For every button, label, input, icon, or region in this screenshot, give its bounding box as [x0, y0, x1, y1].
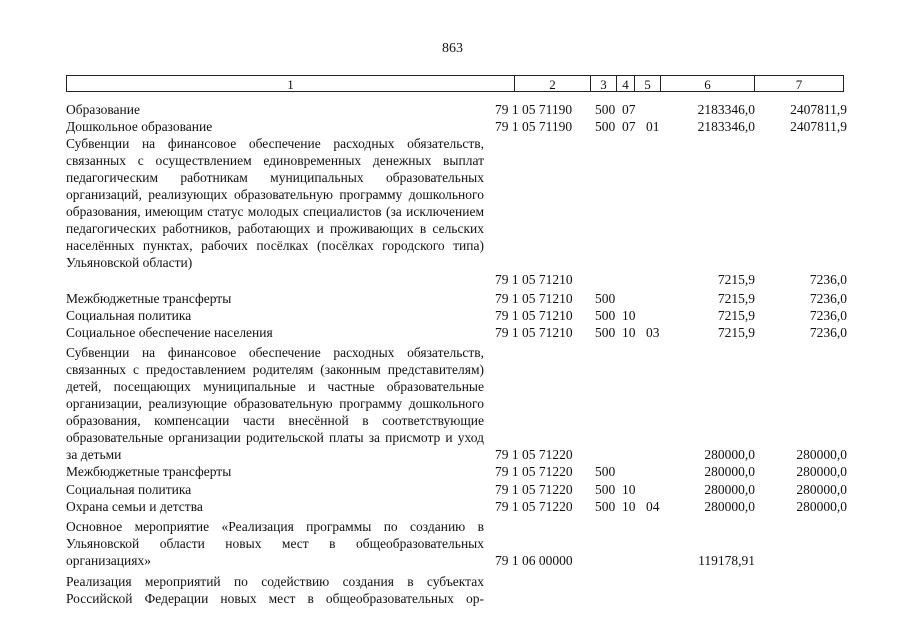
row-code: 79 1 05 71220 — [495, 464, 573, 479]
row-value-6: 7215,9 — [717, 325, 755, 340]
row-code: 79 1 05 71210 — [495, 291, 573, 306]
row-rz: 10 — [622, 482, 636, 497]
header-col-4: 4 — [616, 75, 634, 92]
row-name: Субвенции на финансовое обеспечение расходных обязательств, связанных с осуществлением единовременных денежных выплат педагогическим работникам муниципальных образовательных организаций, реализующих образовательную программу дошкольного образования, имеющим статус молодых специалистов (за исключением педагогических работников, работающих и проживающих в сельских населённых пунктах, рабочих посёлках (посёлках городского типа) Ульяновской области) — [66, 136, 484, 270]
row-rz: 07 — [622, 119, 636, 134]
row-vr: 500 — [595, 464, 616, 479]
row-code: 79 1 05 71210 — [495, 272, 573, 287]
row-name: Социальная политика — [66, 482, 192, 497]
header-col-7: 7 — [754, 75, 844, 92]
row-value-6: 2183346,0 — [697, 102, 755, 117]
row-value-6: 280000,0 — [704, 464, 755, 479]
row-value-6: 2183346,0 — [697, 119, 755, 134]
row-name: Образование — [66, 102, 140, 117]
row-name: Межбюджетные трансферты — [66, 464, 232, 479]
row-value-7: 7236,0 — [809, 272, 847, 287]
row-value-6: 280000,0 — [704, 482, 755, 497]
row-vr: 500 — [595, 499, 616, 514]
row-value-7: 280000,0 — [796, 499, 847, 514]
header-col-2: 2 — [514, 75, 590, 92]
row-vr: 500 — [595, 482, 616, 497]
header-col-1: 1 — [66, 75, 514, 92]
row-value-6: 7215,9 — [717, 272, 755, 287]
row-name: Реализация мероприятий по содействию создания в субъектах Российской Федерации новых мест в общеобразовательных ор- — [66, 574, 484, 606]
row-value-6: 119178,91 — [698, 553, 755, 568]
row-value-7: 280000,0 — [796, 447, 847, 462]
row-name: Субвенции на финансовое обеспечение расходных обязательств, связанных с предоставлением родителям (законным представителям) детей, посещающих муниципальные и частные образовательные организации, реализующие образовательную программу дошкольного образования, компенсации части внесённой в соответствующие образовательные организации родительской платы за присмотр и уход за детьми — [66, 345, 484, 462]
row-name: Основное мероприятие «Реализация программы по созданию в Ульяновской области новых мест в общеобразовательных организациях» — [66, 519, 484, 568]
row-prz: 01 — [646, 119, 660, 134]
row-value-7: 2407811,9 — [790, 119, 847, 134]
row-value-7: 7236,0 — [809, 308, 847, 323]
row-vr: 500 — [595, 325, 616, 340]
row-rz: 10 — [622, 308, 636, 323]
row-value-6: 7215,9 — [717, 291, 755, 306]
row-code: 79 1 05 71190 — [495, 119, 573, 134]
header-col-5: 5 — [634, 75, 660, 92]
row-value-6: 7215,9 — [717, 308, 755, 323]
row-prz: 04 — [646, 499, 660, 514]
row-code: 79 1 05 71190 — [495, 102, 573, 117]
row-code: 79 1 05 71210 — [495, 325, 573, 340]
row-value-7: 2407811,9 — [790, 102, 847, 117]
row-vr: 500 — [595, 102, 616, 117]
row-value-7: 280000,0 — [796, 482, 847, 497]
header-col-6: 6 — [660, 75, 754, 92]
row-value-6: 280000,0 — [704, 499, 755, 514]
row-rz: 10 — [622, 325, 636, 340]
row-name: Межбюджетные трансферты — [66, 291, 232, 306]
row-prz: 03 — [646, 325, 660, 340]
row-name: Охрана семьи и детства — [66, 499, 203, 514]
row-code: 79 1 05 71210 — [495, 308, 573, 323]
row-name: Дошкольное образование — [66, 119, 213, 134]
row-vr: 500 — [595, 119, 616, 134]
row-code: 79 1 06 00000 — [495, 553, 573, 568]
header-col-3: 3 — [590, 75, 616, 92]
row-vr: 500 — [595, 308, 616, 323]
row-name: Социальная политика — [66, 308, 192, 323]
row-code: 79 1 05 71220 — [495, 499, 573, 514]
row-value-7: 280000,0 — [796, 464, 847, 479]
row-code: 79 1 05 71220 — [495, 447, 573, 462]
row-code: 79 1 05 71220 — [495, 482, 573, 497]
page-number: 863 — [442, 41, 463, 56]
row-rz: 10 — [622, 499, 636, 514]
row-value-7: 7236,0 — [809, 325, 847, 340]
row-rz: 07 — [622, 102, 636, 117]
row-vr: 500 — [595, 291, 616, 306]
row-value-6: 280000,0 — [704, 447, 755, 462]
row-value-7: 7236,0 — [809, 291, 847, 306]
row-name: Социальное обеспечение населения — [66, 325, 273, 340]
